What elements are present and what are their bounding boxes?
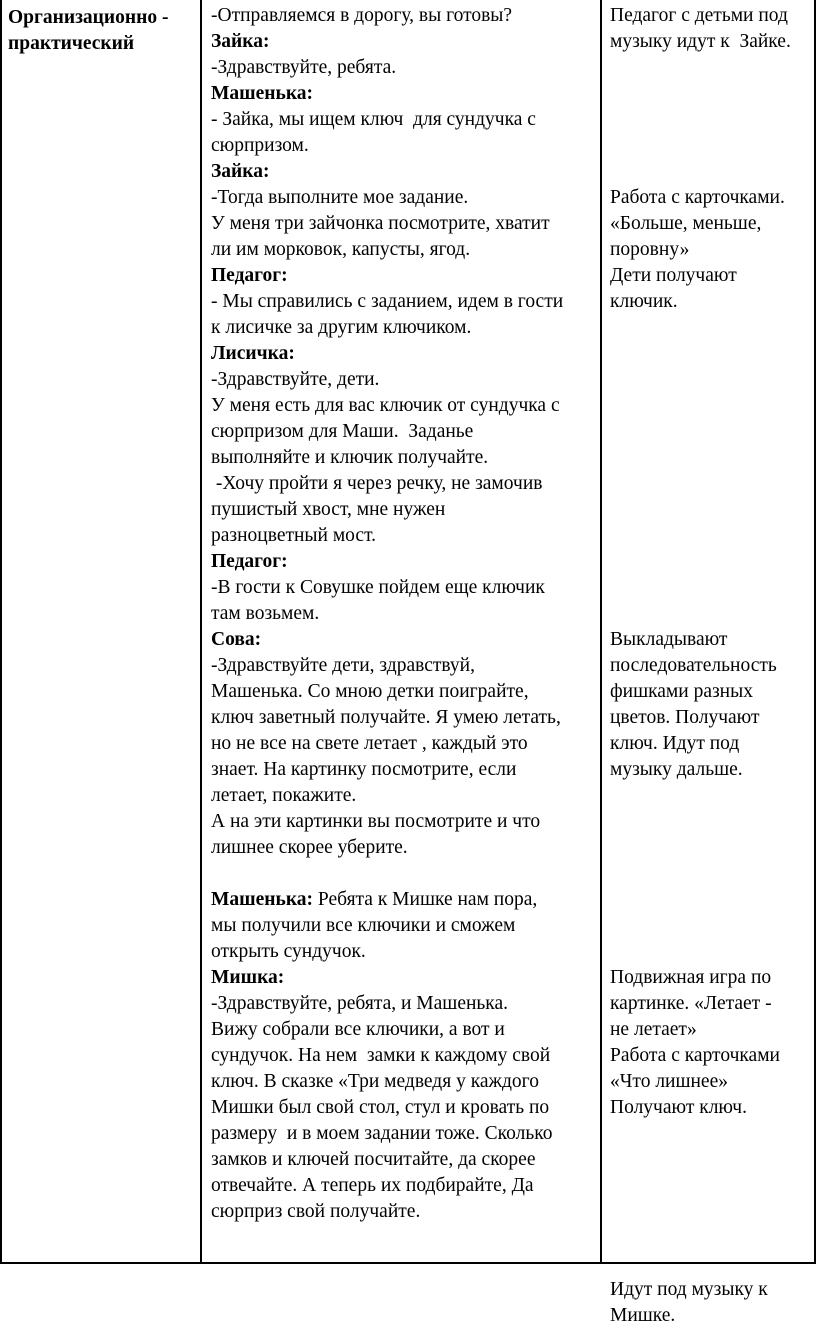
dialogue-line: к лисичке за другим ключиком.	[211, 317, 472, 338]
dialogue-line: ключ. В сказке «Три медведя у каждого	[211, 1071, 539, 1092]
dialogue-line: летает, покажите.	[211, 785, 357, 806]
note-line: Идут под музыку к	[610, 1279, 768, 1300]
dialogue-line: Вижу собрали все ключики, а вот и	[211, 1019, 505, 1040]
note-line: ключ. Идут под	[610, 733, 740, 754]
note-line: последовательность	[610, 655, 777, 676]
dialogue-line: Машенька. Со мною детки поиграйте,	[211, 681, 529, 702]
note-line: Выкладывают	[610, 629, 728, 650]
note-line: «Больше, меньше,	[610, 213, 762, 234]
note-line: музыку идут к Зайке.	[610, 31, 791, 52]
speaker-line: Машенька: Ребята к Мишке нам пора,	[211, 889, 538, 910]
dialogue-line: выполняйте и ключик получайте.	[211, 447, 489, 468]
note-line: Мишке.	[610, 1305, 676, 1326]
note-line: Дети получают	[610, 265, 737, 286]
speaker-label: Зайка:	[211, 31, 270, 52]
dialogue-line: знает. На картинку посмотрите, если	[211, 759, 517, 780]
note-line: Педагог с детьми под	[610, 5, 788, 26]
note-line: Получают ключ.	[610, 1097, 747, 1118]
dialogue-line: -Здравствуйте, дети.	[211, 369, 380, 390]
note-line: не летает»	[610, 1019, 697, 1040]
speaker-label: Педагог:	[211, 551, 288, 572]
note-line: Работа с карточками	[610, 1045, 780, 1066]
blank-line	[211, 861, 601, 887]
dialogue-line: У меня три зайчонка посмотрите, хватит	[211, 213, 550, 234]
dialogue-line: отвечайте. А теперь их подбирайте, Да	[211, 1175, 534, 1196]
dialogue-cell	[211, 3, 601, 1225]
stage-line: Организационно -	[8, 7, 169, 28]
dialogue-line: Мишки был свой стол, стул и кровать по	[211, 1097, 550, 1118]
dialogue-line: лишнее скорее уберите.	[211, 837, 408, 858]
note-line: музыку дальше.	[610, 759, 743, 780]
dialogue-line: мы получили все ключики и сможем	[211, 915, 516, 936]
dialogue-line: сюрпризом для Маши. Заданье	[211, 421, 474, 442]
speaker-label: Сова:	[211, 629, 262, 650]
dialogue-line: У меня есть для вас ключик от сундучка с	[211, 395, 560, 416]
note-line: картинке. «Летает -	[610, 993, 772, 1014]
dialogue-line: открыть сундучок.	[211, 941, 366, 962]
dialogue-line: но не все на свете летает , каждый это	[211, 733, 528, 754]
dialogue-line: -Здравствуйте, ребята.	[211, 57, 397, 78]
dialogue-line: - Зайка, мы ищем ключ для сундучка с	[211, 109, 536, 130]
dialogue-line: ключ заветный получайте. Я умею летать,	[211, 707, 561, 728]
stage-cell	[8, 5, 198, 57]
dialogue-line: А на эти картинки вы посмотрите и что	[211, 811, 541, 832]
dialogue-line: -В гости к Совушке пойдем еще ключик	[211, 577, 545, 598]
dialogue-line: сундучок. На нем замки к каждому свой	[211, 1045, 551, 1066]
dialogue-line: -Здравствуйте дети, здравствуй,	[211, 655, 475, 676]
note-line: фишками разных	[610, 681, 753, 702]
note-line: «Что лишнее»	[610, 1071, 728, 1092]
dialogue-line: сюрприз свой получайте.	[211, 1201, 421, 1222]
note-line: поровну»	[610, 239, 690, 260]
dialogue-line: пушистый хвост, мне нужен	[211, 499, 446, 520]
column-divider-1	[200, 0, 202, 1262]
dialogue-line: там возьмем.	[211, 603, 320, 624]
stage-line: практический	[8, 33, 135, 54]
dialogue-line: сюрпризом.	[211, 135, 309, 156]
dialogue-line: ли им морковок, капусты, ягод.	[211, 239, 471, 260]
dialogue-line: -Хочу пройти я через речку, не замочив	[211, 473, 543, 494]
dialogue-line: замков и ключей посчитайте, да скорее	[211, 1149, 536, 1170]
dialogue-line: -Здравствуйте, ребята, и Машенька.	[211, 993, 509, 1014]
dialogue-line: -Тогда выполните мое задание.	[211, 187, 469, 208]
dialogue-line: разноцветный мост.	[211, 525, 377, 546]
note-line: Подвижная игра по	[610, 967, 772, 988]
speaker-label: Мишка:	[211, 967, 285, 988]
dialogue-line: размеру и в моем задании тоже. Сколько	[211, 1123, 553, 1144]
dialogue-line: -Отправляемся в дорогу, вы готовы?	[211, 5, 513, 26]
notes-cell	[610, 3, 810, 1329]
note-line: Работа с карточками.	[610, 187, 785, 208]
speaker-label: Машенька:	[211, 83, 314, 104]
speaker-label: Педагог:	[211, 265, 288, 286]
speaker-label: Зайка:	[211, 161, 270, 182]
dialogue-line: - Мы справились с заданием, идем в гости	[211, 291, 564, 312]
note-line: цветов. Получают	[610, 707, 760, 728]
note-line: ключик.	[610, 291, 678, 312]
speaker-label: Лисичка:	[211, 343, 295, 364]
